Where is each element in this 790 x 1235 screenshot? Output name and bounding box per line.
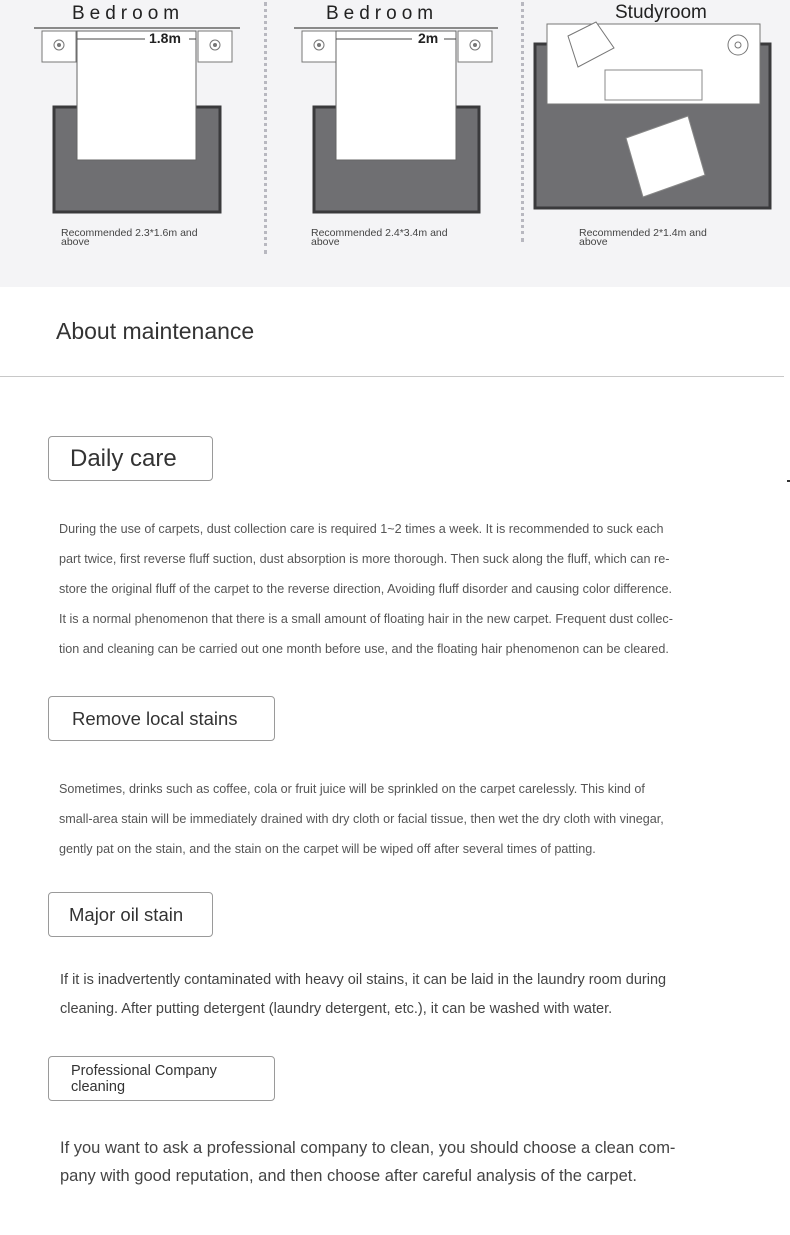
section-heading-major-oil-stain — [48, 892, 213, 937]
bed-1 — [77, 31, 196, 160]
section-body-major-oil-stain — [60, 966, 666, 1024]
text-line: If it is inadvertently contaminated with heavy oil stains, it can be laid in the laundry room during — [60, 972, 667, 988]
section-heading-remove-local-stains — [48, 696, 275, 741]
text-line: tion and cleaning can be carried out one month before use, and the floating hair phenomenon can be cleared. — [59, 642, 669, 656]
studyroom-plan — [535, 22, 770, 208]
section-heading-label-line-1: Professional Company — [71, 1063, 217, 1079]
section-heading-label: Major oil stain — [69, 903, 184, 925]
bed-size-label-2: 2m — [418, 30, 439, 46]
text-line: Sometimes, drinks such as coffee, cola or fruit juice will be sprinkled on the carpet carelessly. This kind of — [59, 782, 645, 796]
keyboard-tray — [605, 70, 702, 100]
text-line: small-area stain will be immediately drained with dry cloth or facial tissue, then wet the dry cloth with vinegar, — [59, 812, 664, 826]
section-heading-label-line-2: cleaning — [71, 1079, 126, 1095]
section-body-professional-cleaning — [60, 1134, 675, 1190]
recommendation-studyroom: Recommended 2*1.4m and above — [579, 227, 707, 248]
page-title: About maintenance — [56, 318, 255, 344]
recommendation-bedroom-1: Recommended 2.3*1.6m and above — [61, 227, 198, 248]
room-title-bedroom-1: Bedroom — [72, 3, 185, 24]
room-title-bedroom-2: Bedroom — [326, 3, 439, 24]
text-line: pany with good reputation, and then choose after careful analysis of the carpet. — [60, 1167, 637, 1185]
text-line: It is a normal phenomenon that there is a small amount of floating hair in the new carpet. Frequent dust collec- — [59, 612, 673, 626]
bedroom-1-plan — [34, 28, 240, 212]
section-heading-daily-care — [48, 436, 213, 481]
text-line: store the original fluff of the carpet to the reverse direction, Avoiding fluff disorder and causing color difference. — [59, 582, 673, 596]
section-body-daily-care — [59, 514, 673, 664]
text-line: part twice, first reverse fluff suction, dust absorption is more thorough. Then suck along the fluff, which can re- — [59, 552, 670, 566]
text-line: cleaning. After putting detergent (laundry detergent, etc.), it can be washed with water. — [60, 1001, 613, 1017]
text-line: If you want to ask a professional company to clean, you should choose a clean com- — [60, 1139, 676, 1157]
bed-size-label-1: 1.8m — [149, 30, 181, 46]
text-line: gently pat on the stain, and the stain on the carpet will be wiped off after several times of patting. — [59, 842, 596, 856]
bed-2 — [336, 31, 456, 160]
section-heading-label: Remove local stains — [72, 707, 238, 729]
divider-1 — [264, 2, 267, 254]
text-line: During the use of carpets, dust collection care is required 1~2 times a week. It is recommended to suck each — [59, 522, 664, 536]
section-heading-label: Daily care — [70, 444, 177, 472]
divider-2 — [521, 2, 524, 242]
section-body-remove-local-stains — [59, 774, 664, 864]
room-title-studyroom: Studyroom — [615, 2, 707, 23]
recommendation-bedroom-2: Recommended 2.4*3.4m and above — [311, 227, 448, 248]
title-divider — [0, 376, 784, 377]
bedroom-2-plan — [294, 28, 498, 212]
section-heading-professional-cleaning — [48, 1056, 275, 1101]
